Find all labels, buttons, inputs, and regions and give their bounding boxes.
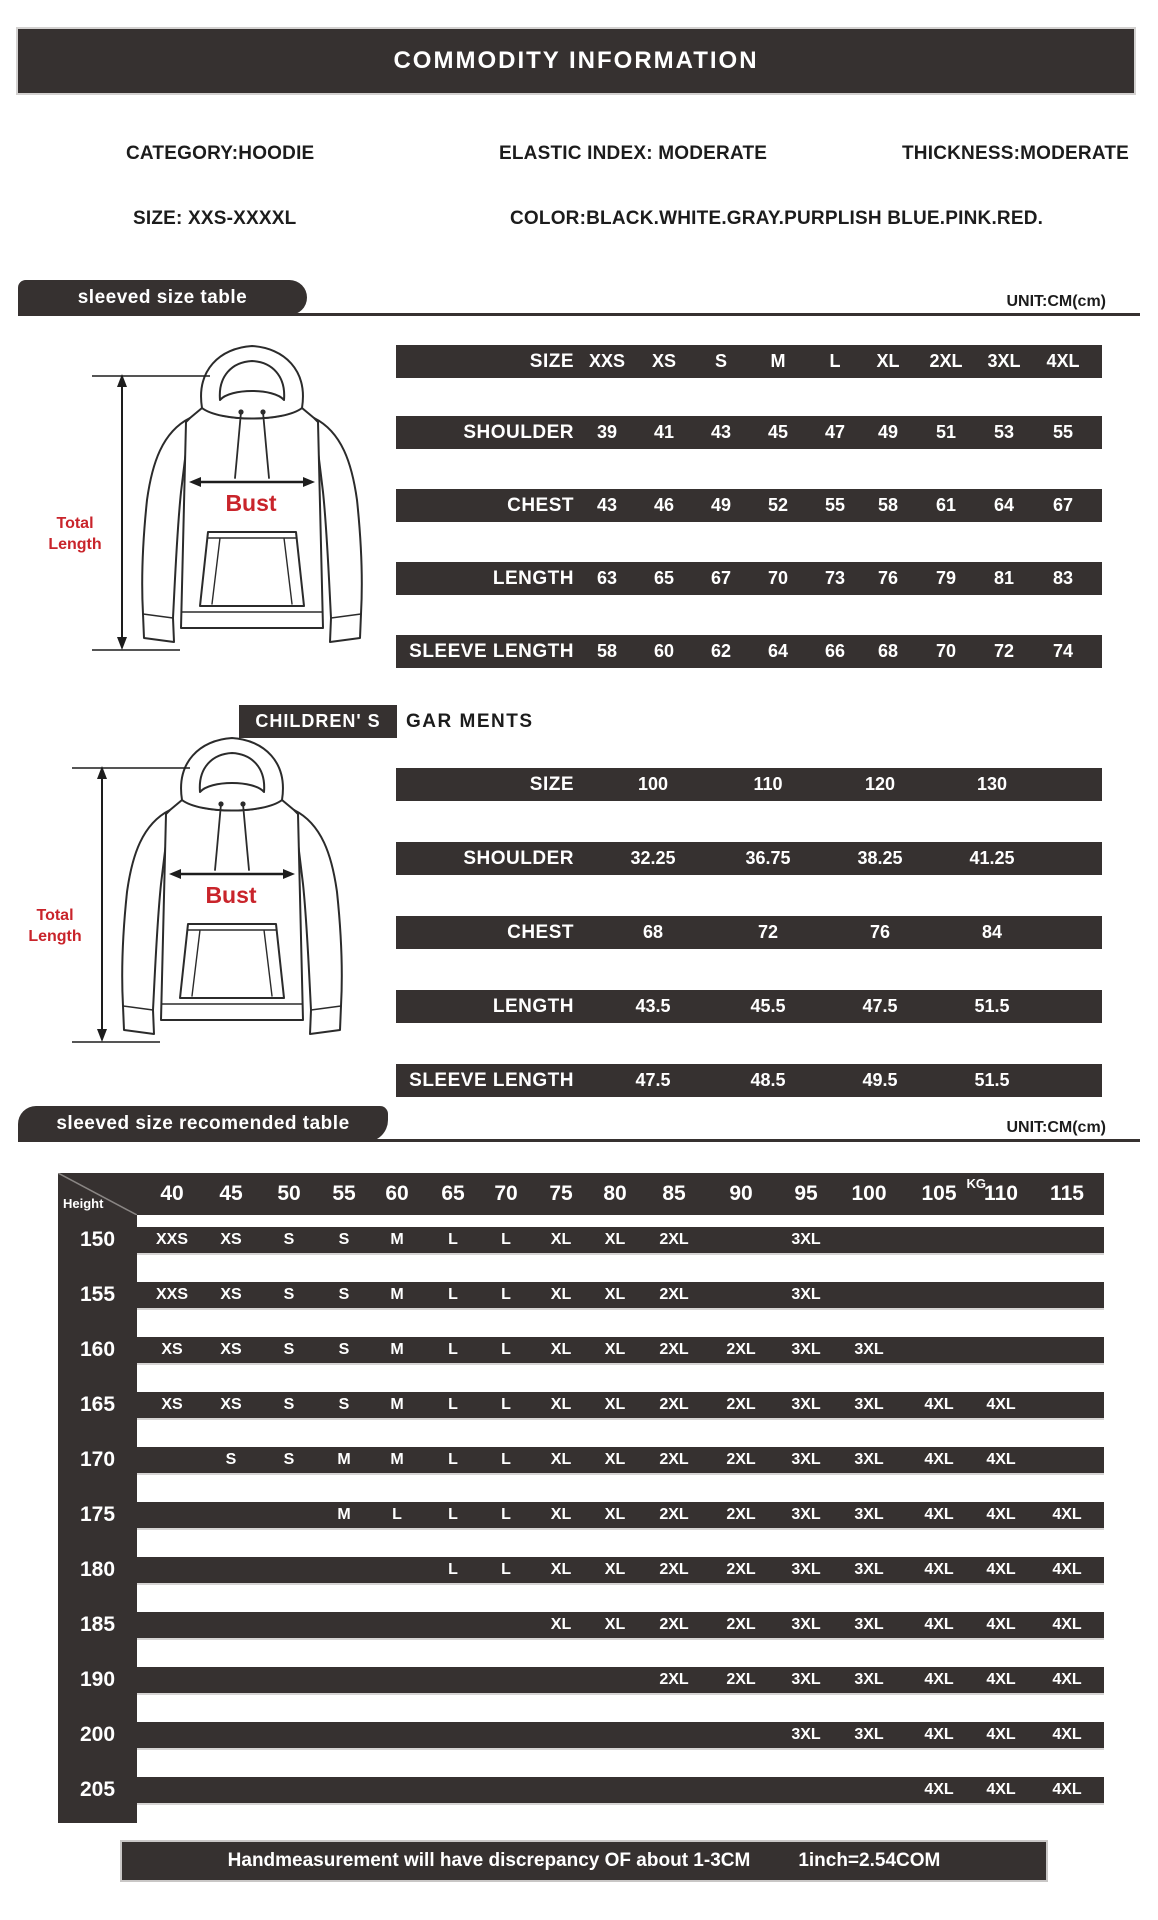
cell-value: 73 [824,568,846,588]
weight-header: 85 [662,1182,686,1205]
matrix-cell: XL [550,1616,572,1633]
matrix-cell: 3XL [854,1726,884,1743]
matrix-cell: XL [604,1231,626,1248]
matrix-cell: 2XL [726,1616,756,1633]
matrix-cell: 3XL [791,1616,821,1633]
matrix-row [137,1612,1104,1640]
adult-section-title: sleeved size table [77,286,248,308]
matrix-cell: XL [550,1231,572,1248]
matrix-cell: 4XL [1052,1616,1082,1633]
cell-value: 55 [824,495,846,515]
total-length-label: Total Length [48,515,102,553]
matrix-cell: 4XL [1052,1506,1082,1523]
cell-value: M [770,351,786,371]
matrix-cell: L [448,1561,458,1578]
matrix-row [137,1777,1104,1805]
cell-value: 67 [710,568,732,588]
matrix-cell: 2XL [726,1506,756,1523]
footer-note [120,1840,1048,1882]
matrix-row [137,1282,1104,1310]
weight-header: 95 [794,1182,818,1205]
weight-header: 90 [729,1182,753,1205]
cell-value: 4XL [1046,351,1080,371]
height-label: 160 [79,1338,116,1361]
matrix-cell: XS [220,1396,242,1413]
info-thickness: THICKNESS:MODERATE [902,143,1130,164]
matrix-cell: 4XL [986,1506,1016,1523]
matrix-cell: 3XL [854,1561,884,1578]
matrix-cell: XL [550,1506,572,1523]
matrix-cell: 4XL [924,1451,954,1468]
row-label: SIZE [529,774,574,795]
height-label: 180 [79,1558,116,1581]
matrix-cell: 4XL [924,1616,954,1633]
matrix-cell: XL [604,1616,626,1633]
matrix-cell: S [283,1396,295,1413]
children-tag-label: CHILDREN' S [255,711,381,731]
matrix-cell: XL [604,1451,626,1468]
matrix-cell: XL [604,1561,626,1578]
cell-value: 43 [710,422,732,442]
height-label: 205 [79,1778,116,1801]
cell-value: S [714,351,728,371]
matrix-cell: XS [220,1341,242,1358]
matrix-cell: XS [220,1231,242,1248]
size-row-length [396,990,1102,1023]
matrix-cell: L [448,1506,458,1523]
cell-value: 46 [653,495,675,515]
cell-value: 49.5 [862,1070,898,1090]
matrix-cell: 4XL [986,1561,1016,1578]
cell-value: 64 [993,495,1015,515]
matrix-cell: L [448,1341,458,1358]
matrix-cell: L [501,1396,511,1413]
weight-header: 45 [219,1182,243,1205]
weight-header: 65 [441,1182,465,1205]
cell-value: 47 [824,422,846,442]
children-tag-suffix: GAR MENTS [406,711,534,732]
weight-header: 110 [984,1182,1018,1205]
cell-value: 61 [935,495,957,515]
weight-header: 100 [851,1182,887,1205]
matrix-cell: 3XL [791,1341,821,1358]
matrix-cell: S [225,1451,237,1468]
matrix-cell: 4XL [986,1451,1016,1468]
cell-value: 130 [976,774,1008,794]
height-label: 150 [79,1228,116,1251]
matrix-cell: L [448,1396,458,1413]
cell-value: 51.5 [974,996,1010,1016]
matrix-cell: 2XL [659,1616,689,1633]
cell-value: XXS [588,351,626,371]
cell-value: 110 [753,774,783,794]
matrix-cell: M [390,1396,404,1413]
cell-value: 72 [993,641,1015,661]
weight-header: 105 [921,1182,957,1205]
matrix-cell: L [448,1231,458,1248]
matrix-cell: XL [550,1286,572,1303]
matrix-cell: M [390,1341,404,1358]
height-label: 170 [79,1448,116,1471]
cell-value: 120 [864,774,896,794]
matrix-cell: 4XL [986,1726,1016,1743]
recommend-matrix [58,1173,1104,1853]
adult-section-tab [18,280,307,315]
weight-header: 60 [385,1182,409,1205]
matrix-cell: 4XL [1052,1781,1082,1798]
cell-value: 100 [637,774,669,794]
children-hoodie-diagram [20,722,370,1067]
cell-value: 49 [710,495,732,515]
size-row-sleeve-length [396,1064,1102,1097]
matrix-cell: 3XL [791,1396,821,1413]
cell-value: 53 [993,422,1015,442]
matrix-cell: XL [604,1341,626,1358]
cell-value: 45 [767,422,789,442]
matrix-cell: L [501,1506,511,1523]
matrix-cell: M [390,1451,404,1468]
matrix-cell: 3XL [854,1506,884,1523]
matrix-cell: XL [550,1396,572,1413]
matrix-cell: 2XL [659,1561,689,1578]
cell-value: 55 [1052,422,1074,442]
weight-header: 50 [277,1182,301,1205]
weight-header: 40 [160,1182,184,1205]
matrix-cell: L [392,1506,402,1523]
children-size-table [396,0,1102,1100]
matrix-cell: 4XL [924,1781,954,1798]
matrix-cell: 4XL [924,1671,954,1688]
cell-value: 2XL [929,351,963,371]
cell-value: 43 [596,495,618,515]
matrix-cell: XL [604,1506,626,1523]
matrix-row [137,1227,1104,1255]
weight-header: 70 [494,1182,518,1205]
cell-value: 47.5 [862,996,898,1016]
cell-value: 45.5 [750,996,786,1016]
height-label: 165 [79,1393,116,1416]
cell-value: 70 [767,568,789,588]
cell-value: 67 [1052,495,1074,515]
cell-value: 38.25 [857,848,903,868]
height-label: 190 [79,1668,116,1691]
cell-value: 36.75 [745,848,791,868]
matrix-cell: 4XL [924,1396,954,1413]
matrix-cell: L [501,1231,511,1248]
size-row-shoulder [396,842,1102,875]
cell-value: XL [876,351,900,371]
size-row-size [396,768,1102,801]
matrix-cell: 4XL [1052,1671,1082,1688]
weight-header: 75 [549,1182,573,1205]
matrix-cell: 3XL [791,1286,821,1303]
matrix-cell: 2XL [659,1286,689,1303]
row-label: LENGTH [492,996,574,1017]
recommend-section-title: sleeved size recomended table [56,1113,350,1134]
row-label: CHEST [507,922,574,943]
height-label: 200 [79,1723,116,1746]
matrix-cell: 3XL [854,1616,884,1633]
matrix-cell: XL [550,1341,572,1358]
matrix-cell: M [390,1286,404,1303]
cell-value: 32.25 [630,848,676,868]
matrix-cell: 4XL [924,1506,954,1523]
matrix-cell: 3XL [791,1231,821,1248]
cell-value: 68 [642,922,664,942]
row-label: SHOULDER [463,422,574,443]
matrix-cell: L [501,1451,511,1468]
matrix-cell: L [448,1286,458,1303]
cell-value: 79 [935,568,957,588]
matrix-cell: XXS [155,1286,189,1303]
matrix-cell: S [338,1341,350,1358]
matrix-cell: 4XL [986,1671,1016,1688]
kg-corner-label: KG [966,1176,986,1191]
cell-value: 83 [1052,568,1074,588]
height-corner-label: Height [63,1196,104,1211]
matrix-cell: S [338,1231,350,1248]
matrix-row [137,1337,1104,1365]
row-label: SLEEVE LENGTH [409,1070,574,1091]
cell-value: 41 [653,422,675,442]
matrix-cell: 3XL [791,1671,821,1688]
size-row-chest [396,916,1102,949]
cell-value: 65 [653,568,675,588]
matrix-cell: 3XL [791,1561,821,1578]
cell-value: 58 [877,495,899,515]
cell-value: 51 [935,422,957,442]
matrix-row [137,1557,1104,1585]
recommend-section-tab [18,1106,388,1142]
matrix-cell: 4XL [986,1396,1016,1413]
matrix-row [137,1722,1104,1750]
matrix-cell: L [448,1451,458,1468]
info-elastic-index: ELASTIC INDEX: MODERATE [499,143,768,164]
matrix-cell: S [283,1451,295,1468]
matrix-cell: 2XL [659,1506,689,1523]
matrix-cell: 2XL [726,1396,756,1413]
cell-value: 52 [767,495,789,515]
matrix-row [137,1502,1104,1530]
matrix-cell: L [501,1286,511,1303]
matrix-cell: 4XL [924,1561,954,1578]
cell-value: 39 [596,422,618,442]
bust-label: Bust [225,490,277,516]
matrix-cell: S [283,1341,295,1358]
weight-header: 55 [332,1182,356,1205]
matrix-cell: M [337,1506,351,1523]
matrix-cell: 3XL [791,1451,821,1468]
info-category: CATEGORY:HOODIE [126,143,315,164]
matrix-cell: 3XL [854,1396,884,1413]
height-label: 185 [79,1613,116,1636]
height-label: 155 [79,1283,116,1306]
matrix-cell: 3XL [854,1671,884,1688]
matrix-cell: 2XL [659,1231,689,1248]
matrix-cell: 2XL [726,1671,756,1688]
cell-value: 48.5 [750,1070,786,1090]
matrix-cell: XL [550,1561,572,1578]
weight-header: 80 [603,1182,627,1205]
cell-value: 63 [596,568,618,588]
footer-note-text-1: Handmeasurement will have discrepancy OF about 1-3CM [227,1850,751,1871]
matrix-row [137,1667,1104,1695]
matrix-cell: 4XL [986,1616,1016,1633]
row-label: SLEEVE LENGTH [409,641,574,662]
matrix-cell: 2XL [659,1341,689,1358]
cell-value: 72 [757,922,779,942]
cell-value: 76 [869,922,891,942]
matrix-cell: 2XL [659,1451,689,1468]
matrix-cell: S [283,1231,295,1248]
cell-value: 70 [935,641,957,661]
matrix-cell: 2XL [726,1561,756,1578]
height-label: 175 [79,1503,116,1526]
row-label: SHOULDER [463,848,574,869]
weight-header: 115 [1050,1182,1084,1205]
cell-value: 76 [877,568,899,588]
cell-value: L [829,351,841,371]
adult-unit-label: UNIT:CM(cm) [1006,293,1106,310]
footer-note-text-2: 1inch=2.54COM [798,1850,941,1871]
matrix-header-row [58,1173,1104,1215]
matrix-cell: 4XL [1052,1561,1082,1578]
matrix-cell: XS [220,1286,242,1303]
cell-value: 68 [877,641,899,661]
cell-value: 62 [710,641,732,661]
matrix-cell: XL [604,1396,626,1413]
matrix-cell: 2XL [659,1671,689,1688]
bust-label: Bust [205,882,257,908]
matrix-cell: 4XL [986,1781,1016,1798]
matrix-cell: 3XL [791,1506,821,1523]
cell-value: 41.25 [969,848,1015,868]
cell-value: 64 [767,641,789,661]
matrix-cell: M [337,1451,351,1468]
cell-value: 43.5 [635,996,671,1016]
cell-value: 84 [981,922,1003,942]
cell-value: 3XL [987,351,1021,371]
info-color: COLOR:BLACK.WHITE.GRAY.PURPLISH BLUE.PINK.RED. [510,208,1044,229]
matrix-cell: L [501,1561,511,1578]
cell-value: 49 [877,422,899,442]
cell-value: 81 [993,568,1015,588]
matrix-cell: 3XL [791,1726,821,1743]
cell-value: XS [651,351,677,371]
cell-value: 58 [596,641,618,661]
cell-value: 60 [653,641,675,661]
matrix-cell: 3XL [854,1341,884,1358]
matrix-cell: 2XL [726,1451,756,1468]
matrix-cell: 4XL [924,1726,954,1743]
cell-value: 74 [1052,641,1074,661]
cell-value: 51.5 [974,1070,1010,1090]
matrix-cell: S [283,1286,295,1303]
matrix-cell: 2XL [659,1396,689,1413]
cell-value: 66 [824,641,846,661]
matrix-cell: XL [550,1451,572,1468]
row-label: LENGTH [492,568,574,589]
matrix-cell: 2XL [726,1341,756,1358]
cell-value: 47.5 [635,1070,671,1090]
adult-hoodie-diagram [40,330,390,675]
matrix-cell: L [501,1341,511,1358]
info-size-range: SIZE: XXS-XXXXL [133,208,297,229]
recommend-unit-label: UNIT:CM(cm) [1006,1119,1106,1136]
matrix-cell: M [390,1231,404,1248]
matrix-cell: XXS [155,1231,189,1248]
matrix-cell: XL [604,1286,626,1303]
matrix-cell: XS [161,1396,183,1413]
page-title: COMMODITY INFORMATION [393,47,759,74]
matrix-cell: XS [161,1341,183,1358]
matrix-cell: 4XL [1052,1726,1082,1743]
matrix-cell: S [338,1286,350,1303]
matrix-row [137,1447,1104,1475]
row-label: SIZE [529,351,574,372]
matrix-cell: S [338,1396,350,1413]
total-length-label: Total Length [28,907,82,945]
row-label: CHEST [507,495,574,516]
matrix-cell: 3XL [854,1451,884,1468]
matrix-row [137,1392,1104,1420]
